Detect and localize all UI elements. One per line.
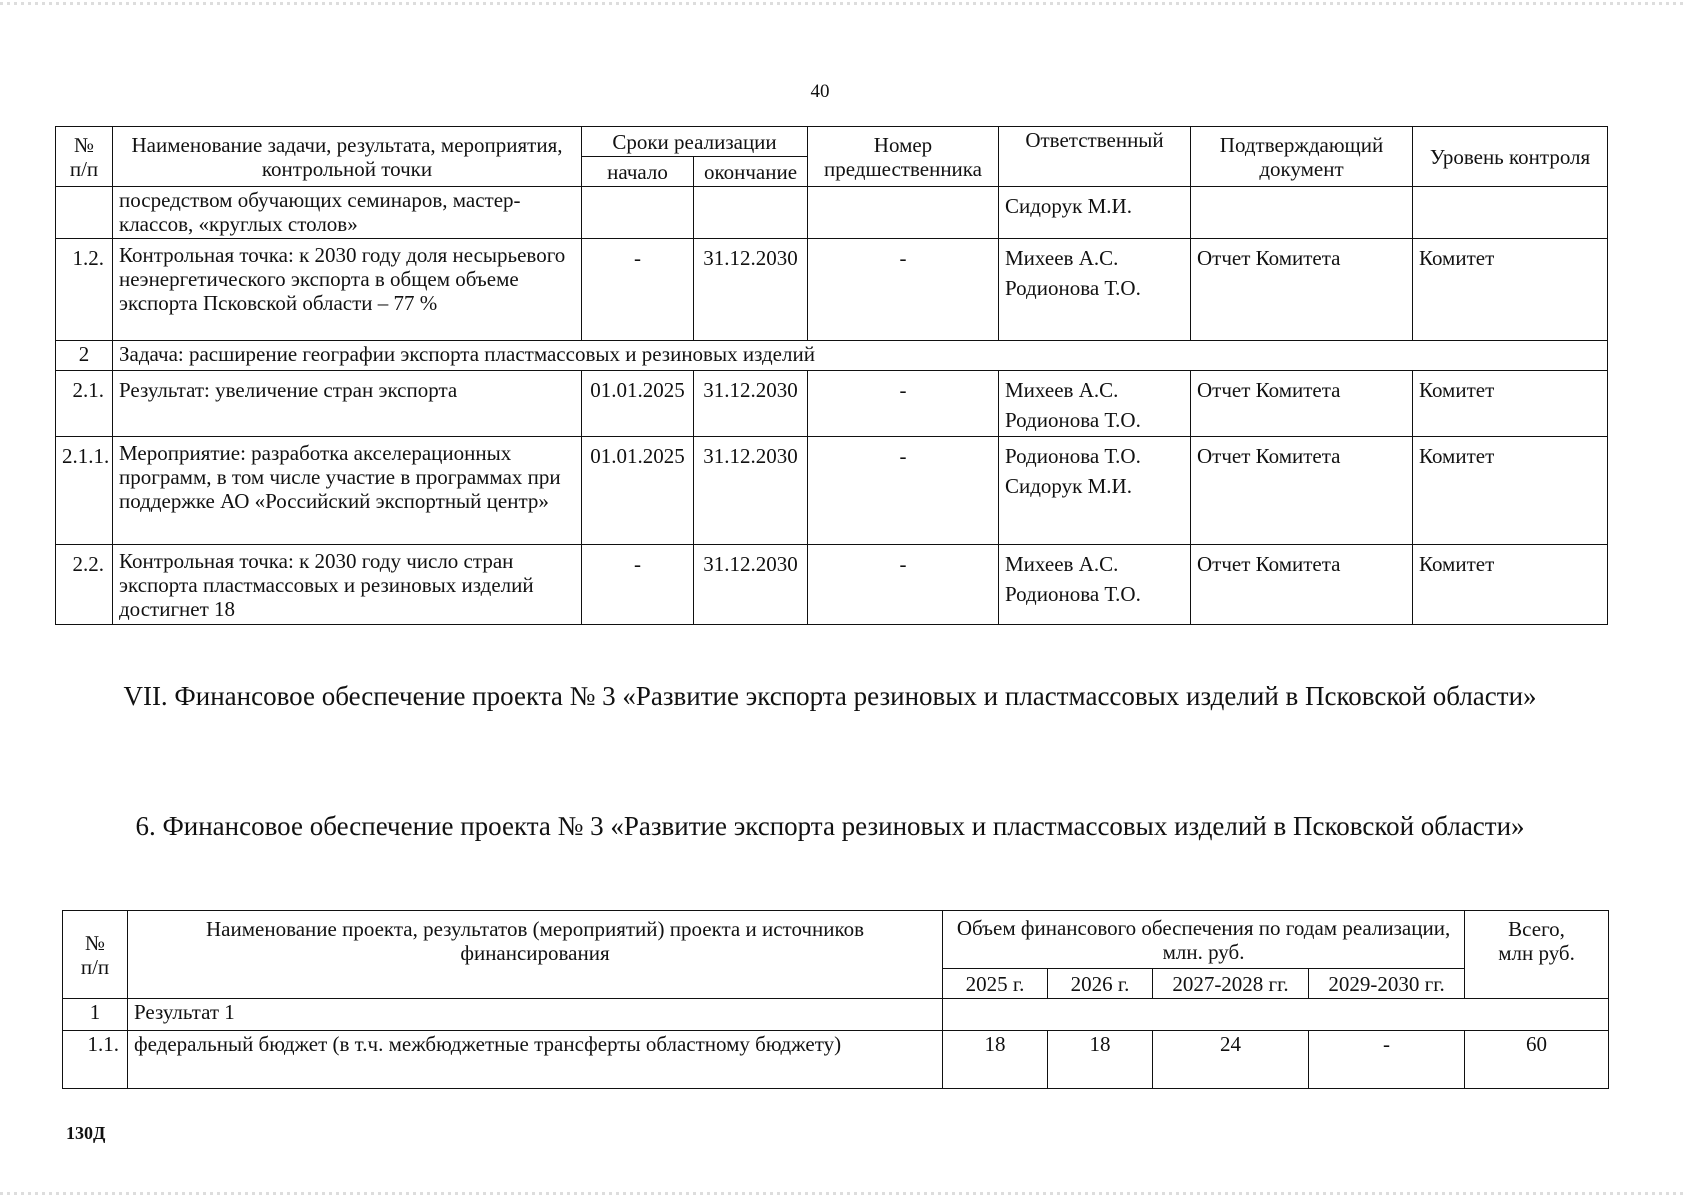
row-num: 2.1.1.	[56, 437, 113, 545]
section-heading-6: 6. Финансовое обеспечение проекта № 3 «Развитие экспорта резиновых и пластмассовых изделий в Псковской области»	[135, 811, 1525, 841]
header-control: Уровень контроля	[1413, 127, 1608, 187]
row-control: Комитет	[1413, 437, 1608, 545]
row-end: 31.12.2030	[694, 239, 808, 341]
row-name: посредством обучающих семинаров, мастер-классов, «круглых столов»	[113, 187, 582, 239]
row-responsible: Сидорук М.И.	[999, 187, 1191, 239]
footer-code: 130Д	[66, 1123, 106, 1143]
row-num: 1.2.	[56, 239, 113, 341]
row-2027-2028: 24	[1153, 1031, 1309, 1089]
header-period: Сроки реализации	[582, 127, 808, 157]
header-2027-2028: 2027-2028 гг.	[1153, 969, 1309, 999]
table-row	[56, 187, 1608, 239]
header-total: Всего, млн руб.	[1465, 911, 1609, 999]
row-document: Отчет Комитета	[1191, 239, 1413, 341]
header-volume: Объем финансового обеспечения по годам реализации, млн. руб.	[943, 911, 1465, 969]
row-document: Отчет Комитета	[1191, 437, 1413, 545]
header-responsible: Ответственный	[999, 127, 1191, 187]
row-control: Комитет	[1413, 239, 1608, 341]
table-row	[63, 999, 1609, 1031]
row-end: 31.12.2030	[694, 437, 808, 545]
row-control: Комитет	[1413, 371, 1608, 437]
row-num: 2	[56, 341, 113, 371]
task-title: Задача: расширение географии экспорта пластмассовых и резиновых изделий	[113, 341, 1608, 371]
row-2029-2030: -	[1309, 1031, 1465, 1089]
header-document: Подтверждающий документ	[1191, 127, 1413, 187]
row-num: 2.1.	[56, 371, 113, 437]
row-num: 1.1.	[63, 1031, 128, 1089]
task-row	[56, 341, 1608, 371]
row-name: Результат 1	[128, 999, 943, 1031]
row-empty	[943, 999, 1609, 1031]
row-name: Контрольная точка: к 2030 году число стран экспорта пластмассовых и резиновых изделий достигнет 18	[113, 545, 582, 625]
row-end	[694, 187, 808, 239]
header-name: Наименование задачи, результата, мероприятия, контрольной точки	[113, 127, 582, 187]
row-responsible: Михеев А.С. Родионова Т.О.	[999, 239, 1191, 341]
row-document	[1191, 187, 1413, 239]
table-row	[56, 371, 1608, 437]
row-name: Контрольная точка: к 2030 году доля несырьевого неэнергетического экспорта в общем объеме экспорта Псковской области – 77 %	[113, 239, 582, 341]
row-control	[1413, 187, 1608, 239]
header-start: начало	[582, 157, 694, 187]
header-predecessor: Номер предшественника	[808, 127, 999, 187]
row-responsible: Родионова Т.О. Сидорук М.И.	[999, 437, 1191, 545]
table-row	[56, 437, 1608, 545]
row-document: Отчет Комитета	[1191, 545, 1413, 625]
row-responsible: Михеев А.С. Родионова Т.О.	[999, 545, 1191, 625]
row-num: 1	[63, 999, 128, 1031]
table-row	[56, 239, 1608, 341]
scan-edge-bottom	[0, 1192, 1686, 1195]
header-2026: 2026 г.	[1048, 969, 1153, 999]
header-name: Наименование проекта, результатов (мероприятий) проекта и источников финансирования	[128, 911, 943, 999]
row-predecessor: -	[808, 371, 999, 437]
header-2029-2030: 2029-2030 гг.	[1309, 969, 1465, 999]
row-responsible: Михеев А.С. Родионова Т.О.	[999, 371, 1191, 437]
row-start: 01.01.2025	[582, 371, 694, 437]
row-document: Отчет Комитета	[1191, 371, 1413, 437]
row-name: Мероприятие: разработка акселерационных программ, в том числе участие в программах при поддержке АО «Российский экспортный центр»	[113, 437, 582, 545]
row-name: федеральный бюджет (в т.ч. межбюджетные трансферты областному бюджету)	[128, 1031, 943, 1089]
row-predecessor: -	[808, 239, 999, 341]
row-start	[582, 187, 694, 239]
row-2025: 18	[943, 1031, 1048, 1089]
row-total: 60	[1465, 1031, 1609, 1089]
row-start: -	[582, 545, 694, 625]
header-num: № п/п	[56, 127, 113, 187]
row-predecessor: -	[808, 437, 999, 545]
row-predecessor: -	[808, 545, 999, 625]
row-name: Результат: увеличение стран экспорта	[113, 371, 582, 437]
row-control: Комитет	[1413, 545, 1608, 625]
row-end: 31.12.2030	[694, 371, 808, 437]
page-number: 40	[810, 81, 830, 102]
table-row	[63, 1031, 1609, 1089]
row-start: 01.01.2025	[582, 437, 694, 545]
finance-table	[62, 910, 1609, 1089]
row-predecessor	[808, 187, 999, 239]
header-2025: 2025 г.	[943, 969, 1048, 999]
row-2026: 18	[1048, 1031, 1153, 1089]
row-start: -	[582, 239, 694, 341]
table-row	[56, 545, 1608, 625]
row-num	[56, 187, 113, 239]
section-heading-vii: VII. Финансовое обеспечение проекта № 3 «Развитие экспорта резиновых и пластмассовых изделий в Псковской области»	[123, 681, 1537, 711]
header-num: № п/п	[63, 911, 128, 999]
row-end: 31.12.2030	[694, 545, 808, 625]
scan-edge-top	[0, 2, 1686, 5]
header-end: окончание	[694, 157, 808, 187]
row-num: 2.2.	[56, 545, 113, 625]
tasks-table	[55, 126, 1608, 625]
